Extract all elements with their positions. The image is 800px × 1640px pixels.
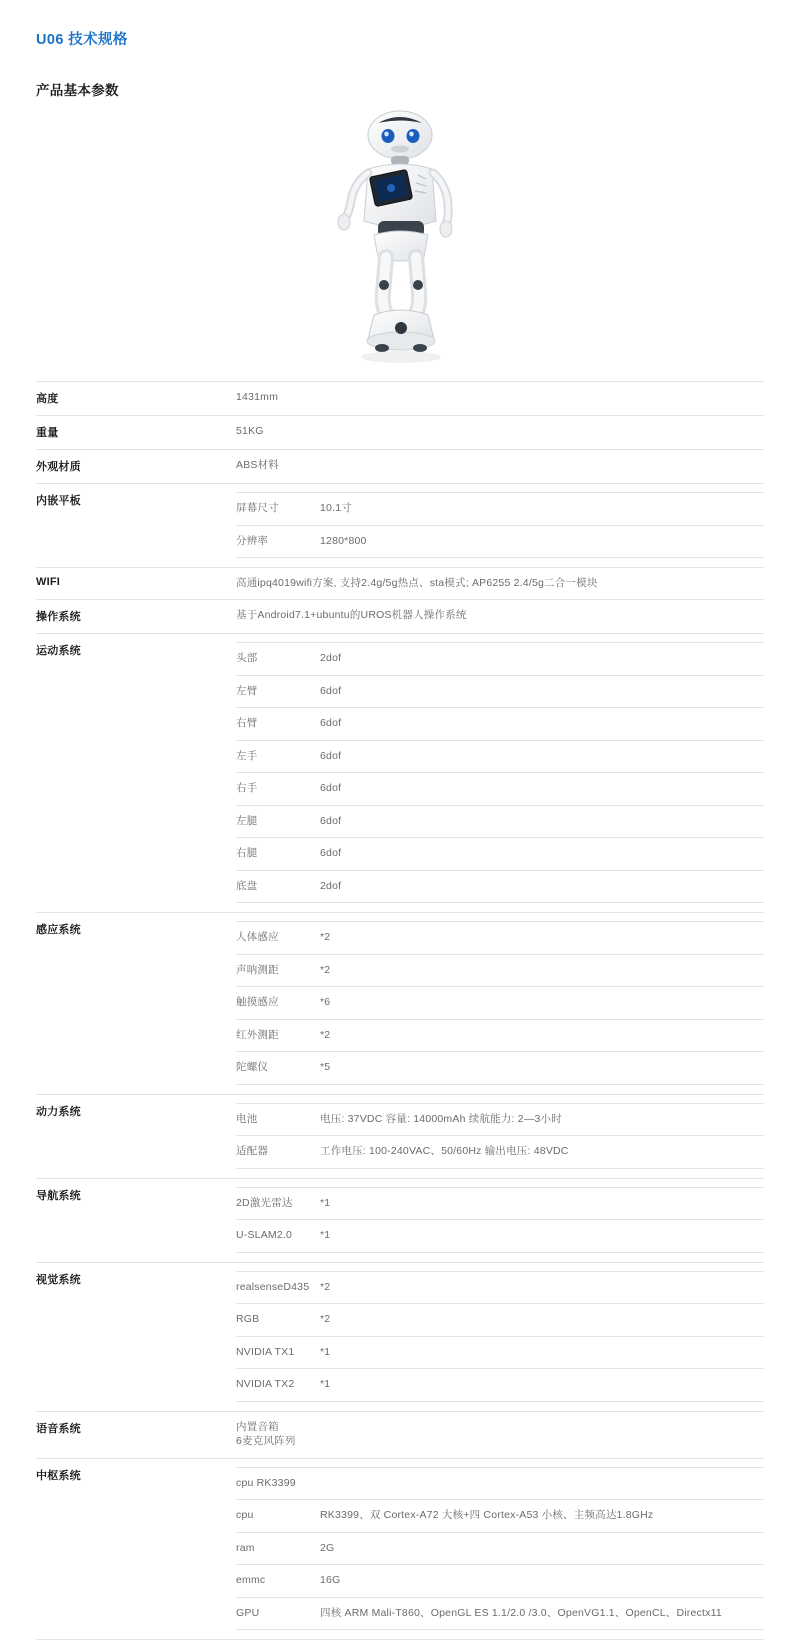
page-title: U06 技术规格 <box>36 32 128 48</box>
pair-value: 电压: 37VDC 容量: 14000mAh 续航能力: 2—3小时 <box>320 1112 562 1125</box>
pair-row <box>236 1052 764 1085</box>
pair-key: NVIDIA TX1 <box>236 1345 295 1358</box>
row-label: 外观材质 <box>36 461 81 473</box>
value-text: 51KG <box>236 425 264 437</box>
pair-value: *2 <box>320 1280 331 1293</box>
value-text: 1431mm <box>236 391 279 403</box>
pair-key: 右手 <box>236 782 258 794</box>
pair-value: 16G <box>320 1574 341 1586</box>
pair-row <box>236 1565 764 1598</box>
value-text: ABS材料 <box>236 459 280 471</box>
pair-row <box>236 1597 764 1630</box>
row-label: WIFI <box>36 576 61 588</box>
row-label: 中枢系统 <box>36 1469 81 1482</box>
table-row <box>36 1458 764 1640</box>
pair-key: 右腿 <box>236 847 258 859</box>
pair-value: 1280*800 <box>320 534 367 547</box>
pair-value: *2 <box>320 1313 331 1325</box>
pair-key: RGB <box>236 1313 260 1325</box>
section-title: 产品基本参数 <box>36 83 119 98</box>
row-label: 操作系统 <box>36 611 81 623</box>
pair-row <box>236 643 764 676</box>
pair-row <box>236 1019 764 1052</box>
pair-row <box>236 870 764 903</box>
pair-value: *2 <box>320 1028 331 1041</box>
pair-value: *2 <box>320 963 331 976</box>
pair-value: 2dof <box>320 652 342 664</box>
pair-value: *1 <box>320 1345 331 1358</box>
robot-illustration <box>290 109 510 377</box>
table-row <box>36 1094 764 1178</box>
pair-key: 头部 <box>236 652 258 664</box>
pair-key: 屏幕尺寸 <box>236 502 279 514</box>
pair-row <box>236 1336 764 1369</box>
pair-row <box>236 773 764 806</box>
pair-row <box>236 987 764 1020</box>
pair-value: 6dof <box>320 847 342 859</box>
row-label: 重量 <box>36 427 59 439</box>
pair-key: 电池 <box>236 1112 258 1125</box>
pair-key: 红外测距 <box>236 1028 279 1041</box>
pair-row <box>236 922 764 955</box>
row-label: 内嵌平板 <box>36 495 81 507</box>
row-value <box>236 382 764 416</box>
pair-key: ram <box>236 1541 255 1554</box>
pair-key: 触摸感应 <box>236 996 279 1008</box>
pair-row <box>236 1369 764 1402</box>
pair-row <box>236 740 764 773</box>
row-value <box>236 634 764 913</box>
row-value <box>236 1458 764 1640</box>
pair-value: *2 <box>320 931 331 943</box>
value-text: 高通ipq4019wifi方案, 支持2.4g/5g热点、sta模式; AP6255 2.4/5g二合一模块 <box>236 577 598 589</box>
spec-table-body <box>36 382 764 1640</box>
pair-row <box>236 675 764 708</box>
value-pairs <box>236 642 764 903</box>
pair-row <box>236 708 764 741</box>
pair-row <box>236 838 764 871</box>
row-label: 动力系统 <box>36 1105 81 1118</box>
table-row <box>36 484 764 568</box>
pair-value: *6 <box>320 996 331 1008</box>
pair-value: *5 <box>320 1061 331 1073</box>
pair-key: 人体感应 <box>236 931 279 943</box>
value-pairs <box>236 1187 764 1253</box>
pair-key: 适配器 <box>236 1145 269 1157</box>
row-value <box>236 1178 764 1262</box>
table-row <box>36 634 764 913</box>
row-value <box>236 913 764 1095</box>
pair-value: 工作电压: 100-240VAC、50/60Hz 输出电压: 48VDC <box>320 1145 569 1157</box>
pair-row <box>236 1532 764 1565</box>
row-value <box>236 416 764 450</box>
pair-value: 6dof <box>320 684 342 697</box>
pair-key: 2D激光雷达 <box>236 1196 293 1209</box>
pair-value: 6dof <box>320 782 342 794</box>
pair-value: 6dof <box>320 717 342 729</box>
row-label: 导航系统 <box>36 1189 81 1202</box>
row-value <box>236 484 764 568</box>
row-label: 感应系统 <box>36 924 81 936</box>
pair-key: 底盘 <box>236 879 258 892</box>
pair-row <box>236 1136 764 1169</box>
pair-key: 分辨率 <box>236 534 269 547</box>
spec-table <box>36 381 764 1640</box>
row-label: 高度 <box>36 393 59 405</box>
value-pairs <box>236 1271 764 1402</box>
pair-value: 2G <box>320 1541 335 1554</box>
pair-key: 左臂 <box>236 684 258 697</box>
pair-key: realsenseD435 <box>236 1280 310 1293</box>
pair-row <box>236 1103 764 1136</box>
pair-key: U-SLAM2.0 <box>236 1229 293 1241</box>
value-line: 内置音箱 <box>236 1420 279 1433</box>
table-row <box>36 416 764 450</box>
row-value <box>236 1094 764 1178</box>
pair-row <box>236 1271 764 1304</box>
table-row <box>36 1178 764 1262</box>
pair-row <box>236 954 764 987</box>
value-pairs <box>236 1103 764 1169</box>
robot-photo <box>36 109 764 377</box>
row-label: 视觉系统 <box>36 1273 81 1286</box>
row-label: 语音系统 <box>36 1422 81 1435</box>
table-row <box>36 1411 764 1458</box>
pair-value: 10.1寸 <box>320 502 352 514</box>
pair-key: cpu RK3399 <box>236 1476 296 1489</box>
pair-row <box>236 1304 764 1337</box>
table-row <box>36 568 764 600</box>
pair-key: cpu <box>236 1509 254 1521</box>
pair-value: 2dof <box>320 879 342 892</box>
table-row <box>36 913 764 1095</box>
value-pairs <box>236 921 764 1085</box>
pair-row <box>236 1467 764 1500</box>
pair-row <box>236 525 764 558</box>
pair-value: *1 <box>320 1196 331 1209</box>
table-row <box>36 382 764 416</box>
table-row <box>36 1262 764 1411</box>
row-value <box>236 568 764 600</box>
pair-key: GPU <box>236 1606 260 1619</box>
pair-row <box>236 805 764 838</box>
pair-row <box>236 493 764 526</box>
pair-key: emmc <box>236 1574 266 1586</box>
row-value <box>236 1262 764 1411</box>
pair-row <box>236 1500 764 1533</box>
pair-key: 左腿 <box>236 814 258 827</box>
pair-row <box>236 1220 764 1253</box>
pair-value: *1 <box>320 1229 331 1241</box>
pair-value: 6dof <box>320 749 342 762</box>
pair-value <box>320 1467 764 1500</box>
pair-row <box>236 1187 764 1220</box>
pair-key: 右臂 <box>236 717 258 729</box>
pair-key: 声呐测距 <box>236 963 279 976</box>
pair-value: 6dof <box>320 814 342 827</box>
row-label: 运动系统 <box>36 645 81 657</box>
pair-value: RK3399、双 Cortex-A72 大核+四 Cortex-A53 小核、主频高达1.8GHz <box>320 1509 654 1521</box>
row-value <box>236 450 764 484</box>
row-value <box>236 600 764 634</box>
pair-key: NVIDIA TX2 <box>236 1378 295 1390</box>
value-pairs <box>236 492 764 558</box>
value-line: 6麦克风阵列 <box>236 1435 296 1447</box>
row-value <box>236 1411 764 1458</box>
table-row <box>36 600 764 634</box>
value-text: 基于Android7.1+ubuntu的UROS机器人操作系统 <box>236 609 467 621</box>
pair-value: *1 <box>320 1378 331 1390</box>
value-pairs <box>236 1467 764 1631</box>
pair-value: 四核 ARM Mali-T860、OpenGL ES 1.1/2.0 /3.0、OpenVG1.1、OpenCL、Directx11 <box>320 1606 722 1619</box>
table-row <box>36 450 764 484</box>
pair-key: 左手 <box>236 749 258 762</box>
value-lines <box>236 1420 764 1449</box>
pair-key: 陀螺仪 <box>236 1061 269 1073</box>
